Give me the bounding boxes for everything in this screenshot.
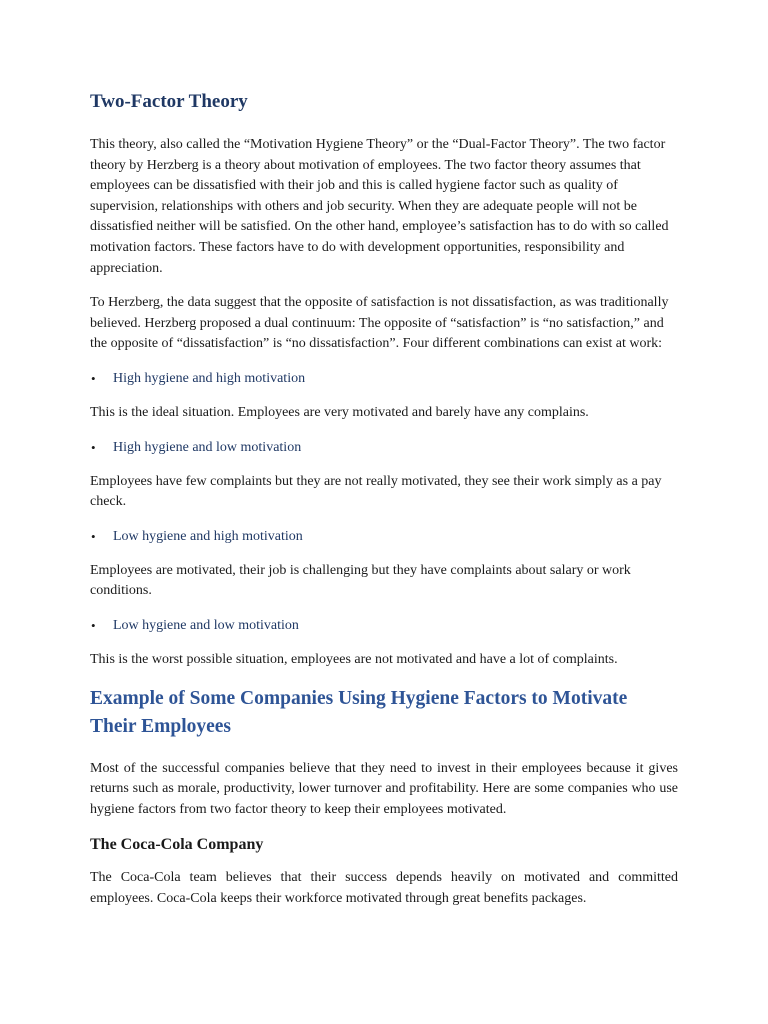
herzberg-paragraph: To Herzberg, the data suggest that the opposite of satisfaction is not dissatisfaction, as was traditionally believed. Herzberg proposed a dual continuum: The opposite of “satisfaction” is “no satisfaction,” and the opposite of “dissatisfaction” is “no dissatisfaction”. Four different combinations can exist at work: <box>90 295 669 352</box>
bullet-label: High hygiene and low motivation <box>113 439 302 455</box>
list-item <box>90 438 678 458</box>
intro-paragraph: This theory, also called the “Motivation Hygiene Theory” or the “Dual-Factor Theory”. The two factor theory by Herzberg is a theory about motivation of employees. The two factor theory assumes that employees can be dissatisfied with their job and this is called hygiene factor such as quality of supervision, relationships with others and job security. When they are adequate people will not be dissatisfied neither will be satisfied. On the other hand, employee’s satisfaction has to do with so called motivation factors. These factors have to do with development opportunities, responsibility and appreciation. <box>90 137 669 276</box>
bullet-icon: • <box>91 617 96 633</box>
list-item <box>90 527 678 547</box>
list-item <box>90 369 678 389</box>
company-paragraph: The Coca-Cola team believes that their success depends heavily on motivated and committed employees. Coca-Cola keeps their workforce motivated through great benefits packages. <box>90 870 678 906</box>
bullet-icon: • <box>91 439 96 455</box>
combination-description: This is the worst possible situation, employees are not motivated and have a lot of complaints. <box>90 651 618 667</box>
section-paragraph: Most of the successful companies believe that they need to invest in their employees because it gives returns such as morale, productivity, lower turnover and profitability. Here are some companies who use hygiene factors from two factor theory to keep their employees motivated. <box>90 760 678 817</box>
combination-list-4 <box>90 616 678 636</box>
combination-description: Employees have few complaints but they are not really motivated, they see their work simply as a pay check. <box>90 473 662 510</box>
bullet-label: High hygiene and high motivation <box>113 370 306 386</box>
bullet-icon: • <box>91 370 96 386</box>
combination-list-1 <box>90 369 678 389</box>
bullet-label: Low hygiene and low motivation <box>113 617 299 633</box>
page-title: Two-Factor Theory <box>90 91 248 112</box>
combination-description: This is the ideal situation. Employees are very motivated and barely have any complains. <box>90 404 589 420</box>
list-item <box>90 616 678 636</box>
company-heading: The Coca-Cola Company <box>90 836 264 854</box>
bullet-label: Low hygiene and high motivation <box>113 528 303 544</box>
combination-description: Employees are motivated, their job is challenging but they have complaints about salary or work conditions. <box>90 562 631 599</box>
combination-list-3 <box>90 527 678 547</box>
combination-list-2 <box>90 438 678 458</box>
section-heading: Example of Some Companies Using Hygiene Factors to Motivate Their Employees <box>90 687 628 737</box>
bullet-icon: • <box>91 528 96 544</box>
